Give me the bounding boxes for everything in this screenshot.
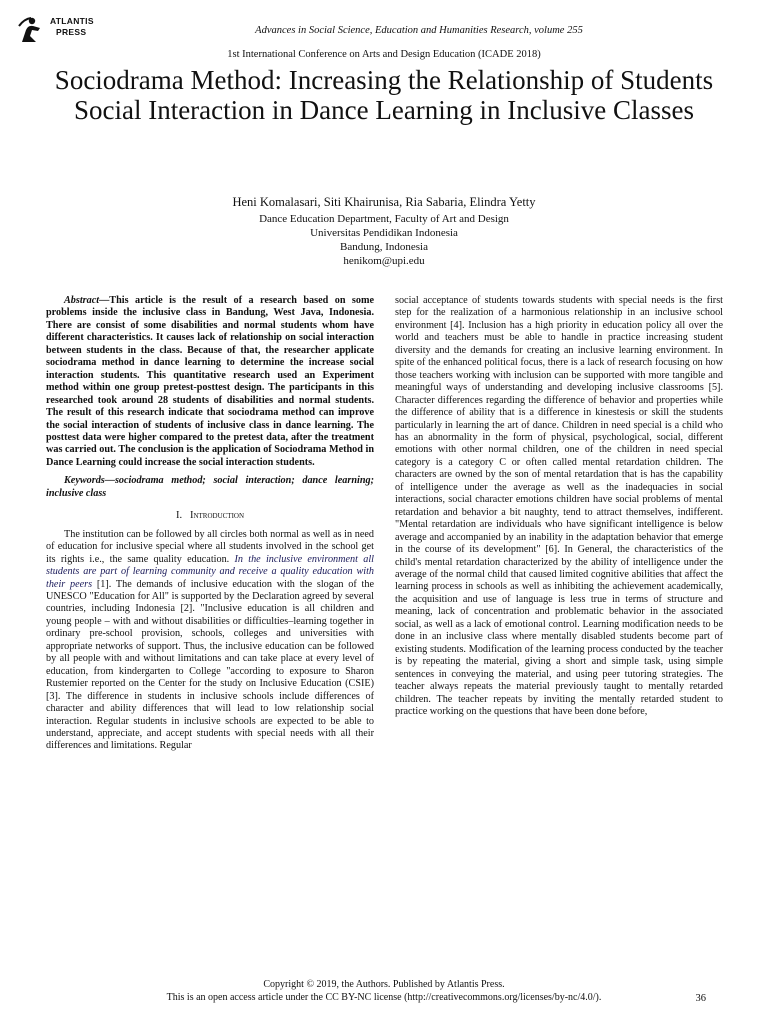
left-column	[46, 295, 374, 753]
affiliation-university: Universitas Pendidikan Indonesia	[310, 227, 458, 239]
introduction-continued: social acceptance of students towards students with special needs is the first step for the realization of a harmonious relationship in an inclusive school environment [4]. Inclusion has a high priority in education policy all over the world and teachers must be able to handle in practice increasing student diversity and the demands for creating an inclusive learning environment. In spite of the enhanced political focus, there is a lack of research focusing on how those teachers working with inclusion can be supported with more tangible and meaningful ways of understanding and developing inclusive classrooms [5]. Character differences regarding the difference of behavior and properties while the difference of ability that is a difference in kinestesis or skill the students particularly in learning the art of dance. Children in need special is a child who has an abnormality in the form of physical, psychological, social, different emotions with other normal children, one of the children in need special category is a category C or often called mental retardation children. The characters are owned by the son of mental retardation that is has the capability of intelligence under the average as well as the inadequacies in social interactions, social character emotions children have social problems of mental retardation and behavior a bit naughty, tend to attract themselves, indifferent. "Mental retardation are individuals who have significant intelligence is below average and accompanied by an inability in the adaptation behavior that emerge in the course of its development" [6]. In General, the characteristics of the child's mental retardation characterized by the ability of intelligence under the average of the normal child that caused limited cognitive abilities that affect the learning process in schools as well as inhibiting the achievement academically, the acquisition and use of language is less true in terms of structure and meaning, lack of concentration and problematic behavior in the associated social, as well as a lack of emotional control. Learning modification needs to be done in an inclusive class where mentally disabled students become part of existing students. Modification of the learning process conducted by the teacher is by repeating the material, giving a short and simple task, using simple sentences in conveying the material, and using peer tutoring strategies. The teacher always repeats the material previously taught to mentally retarded children. The teacher repeats by inviting the mentally retarded student to practice working on the questions that have been done before,	[395, 295, 723, 717]
affiliation-department: Dance Education Department, Faculty of Art and Design	[259, 213, 509, 225]
abstract-lead: Abstract	[64, 295, 100, 306]
introduction-paragraph	[46, 529, 374, 753]
conference-header: 1st International Conference on Arts and Design Education (ICADE 2018)	[227, 49, 541, 60]
journal-header: Advances in Social Science, Education and Humanities Research, volume 255	[255, 25, 583, 36]
abstract-text: —This article is the result of a research based on some problems inside the inclusive class in Bandung, West Java, Indonesia. There are consist of some disabilities and normal students whom have different characteristics. It causes lack of relationship on social interaction between students in the class. Because of that, the researcher applicate sociodrama method in dance learning to determine the increase social interaction students. This quantitative research used an Experiment method within one group pretest-posttest design. The participants in this researched took around 28 students of disabilities and normal students. The result of this research indicate that sociodrama method can improve the social interaction of students of inclusive class in dance learning. The posttest data were higher compared to the pretest data, after the treatment was carried out. The conclusion is the application of Sociodrama Method in Dance Learning could increase the social interaction students.	[46, 295, 374, 468]
keywords: Keywords—sociodrama method; social interaction; dance learning; inclusive class	[46, 475, 374, 499]
author-list: Heni Komalasari, Siti Khairunisa, Ria Sabaria, Elindra Yetty	[232, 195, 536, 209]
section-heading-introduction	[46, 510, 374, 522]
section-title: Introduction	[189, 510, 245, 522]
affiliation-block	[0, 212, 768, 268]
intro-text-2: [1]. The demands of inclusive education with the slogan of the UNESCO "Education for All" is supported by the Declaration agreed by several countries, including Indonesia [2]. "Inclusive education is all children and young people – with and without disabilities or difficulties–learning together in ordinary pre-school provision, schools, colleges and universities with appropriate networks of support. Thus, the inclusive education can be followed by all people with and without limitations and can take place at every level of education, from kindergarten to College "according to exposure to Sharon Rustemier reported on the Center for the study on Inclusive Education (CSIE) [3]. The difference in students in inclusive schools include differences of character and ability differences that will lead to low relationship social interaction. Regular students in inclusive schools are expected to be able to understand, appreciate, and accept students with special needs with all their differences and limitations. Regular	[46, 578, 374, 752]
intro-italic-text: In the inclusive environment all students are part of learning community and receive a quality education with their peers	[46, 553, 374, 590]
paper-title: Sociodrama Method: Increasing the Relationship of Students Social Interaction in Dance Learning in Inclusive Classes	[54, 65, 714, 125]
logo-text-atlantis: ATLANTIS	[50, 16, 94, 26]
logo-text-press: PRESS	[56, 27, 87, 37]
license-line: This is an open access article under the CC BY-NC license (http://creativecommons.org/licenses/by-nc/4.0/).	[166, 992, 602, 1003]
copyright-line: Copyright © 2019, the Authors. Published by Atlantis Press.	[263, 979, 505, 990]
intro-text-1: The institution can be followed by all circles both normal as well as in need of education for inclusive special where all students involved in the school get its rights i.e., the same quality education.	[46, 528, 374, 565]
copyright-footer	[0, 978, 768, 1004]
abstract	[46, 295, 374, 469]
page-number: 36	[695, 993, 706, 1004]
right-column	[395, 295, 723, 718]
section-number: I.	[175, 510, 183, 522]
affiliation-location: Bandung, Indonesia	[340, 241, 428, 253]
author-email[interactable]: henikom@upi.edu	[343, 255, 425, 267]
